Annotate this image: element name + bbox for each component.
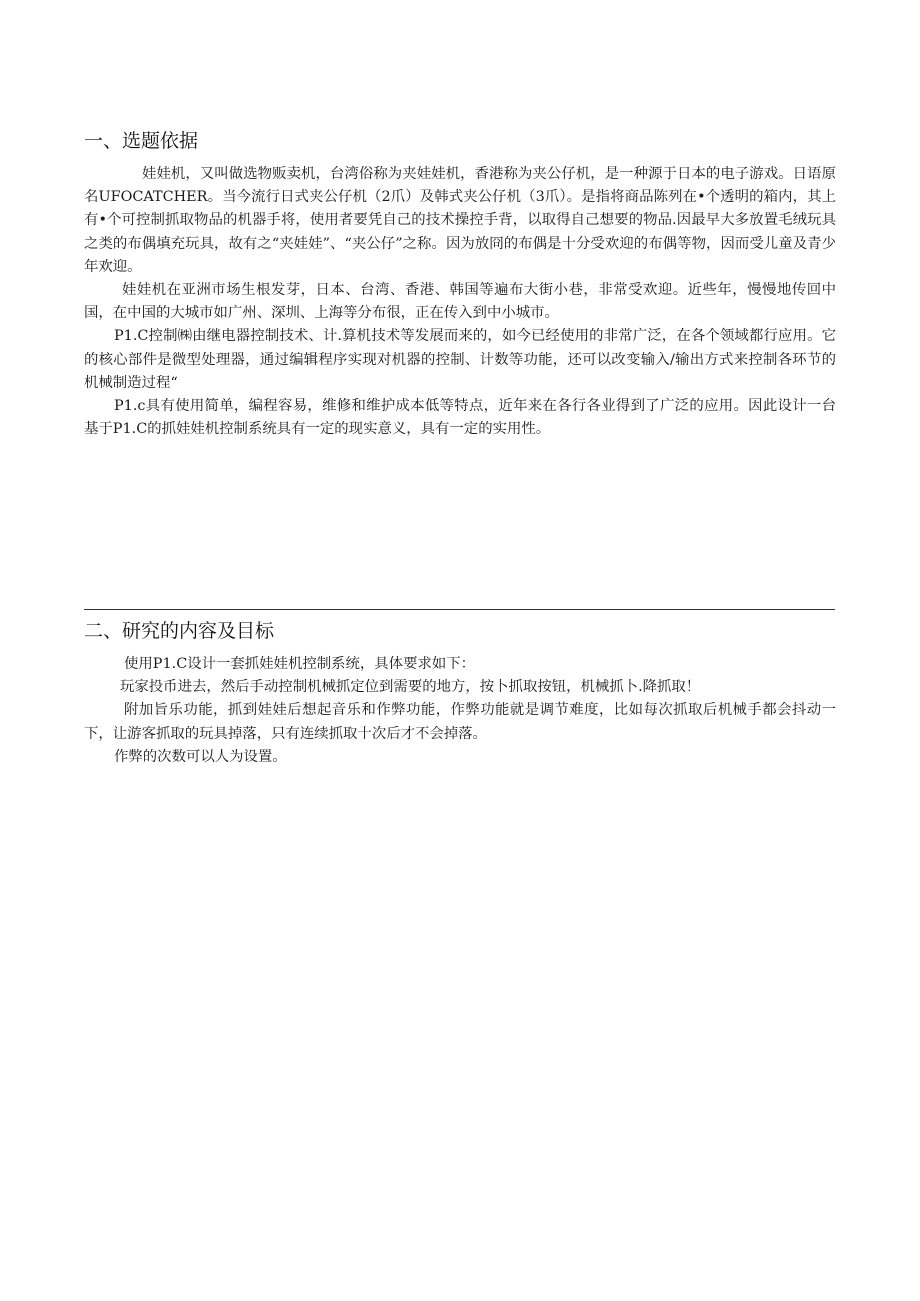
paragraph: 玩家投币进去，然后手动控制机械抓定位到需要的地方，按卜抓取按钮，机械抓卜.降抓取！ — [120, 679, 701, 696]
paragraph: 作弊的次数可以人为设置。 — [114, 748, 287, 765]
paragraph: P1.c具有使用简单，编程容易，维修和维护成本低等特点，近年来在各行各业得到了广泛的应用。因此设计一台基于P1.C的抓娃娃机控制系统具有一定的现实意义，具有一定的实用性。 — [84, 398, 836, 438]
paragraph: 附加旨乐功能，抓到娃娃后想起音乐和作弊功能，作弊功能就是调节难度，比如每次抓取后机械手都会抖动一下，让游客抓取的玩具掉落，只有连续抓取十次后才不会掉落。 — [84, 702, 836, 742]
section-heading: 一、选题依据 — [84, 130, 199, 152]
section-selection-basis — [84, 128, 836, 441]
section-heading: 二、研究的内容及目标 — [84, 620, 275, 642]
section-research-content — [84, 618, 836, 769]
paragraph: 使用P1.C设计一套抓娃娃机控制系统，具体要求如下： — [124, 656, 476, 672]
paragraph: 娃娃机，又叫做选物贩卖机，台湾俗称为夹娃娃机，香港称为夹公仔机，是一种源于日本的电子游戏。日语原名UFOCATCHER。当今流行日式夹公仔机（2爪）及韩式夹公仔机（3爪）。是指将商品陈列在•个透明的箱内，其上有•个可控制抓取物品的机器手将，使用者要凭自己的技术操控手背，以取得自己想要的物品.因最早大多放置毛绒玩具之类的布偶填充玩具，故有之“夹娃娃”、“夹公仔”之称。因为放冏的布偶是十分受欢迎的布偶等物，因而受儿童及青少年欢迎。 — [84, 166, 836, 275]
paragraph: 娃娃机在亚洲市场生根发芽，日本、台湾、香港、韩国等遍布大街小巷，非常受欢迎。近些年，慢慢地传回中国，在中国的大城市如广州、深圳、上海等分布很，正在传入到中小城市。 — [84, 282, 836, 322]
paragraph: P1.C控制㈱由继电器控制技术、计.算机技术等发展而来的，如今已经使用的非常广泛，在各个领域都行应用。它的核心部件是微型处理器，通过编辑程序实现对机器的控制、计数等功能，还可以改变输入/输出方式来控制各环节的机械制造过程“ — [84, 328, 836, 391]
horizontal-divider — [84, 609, 835, 610]
